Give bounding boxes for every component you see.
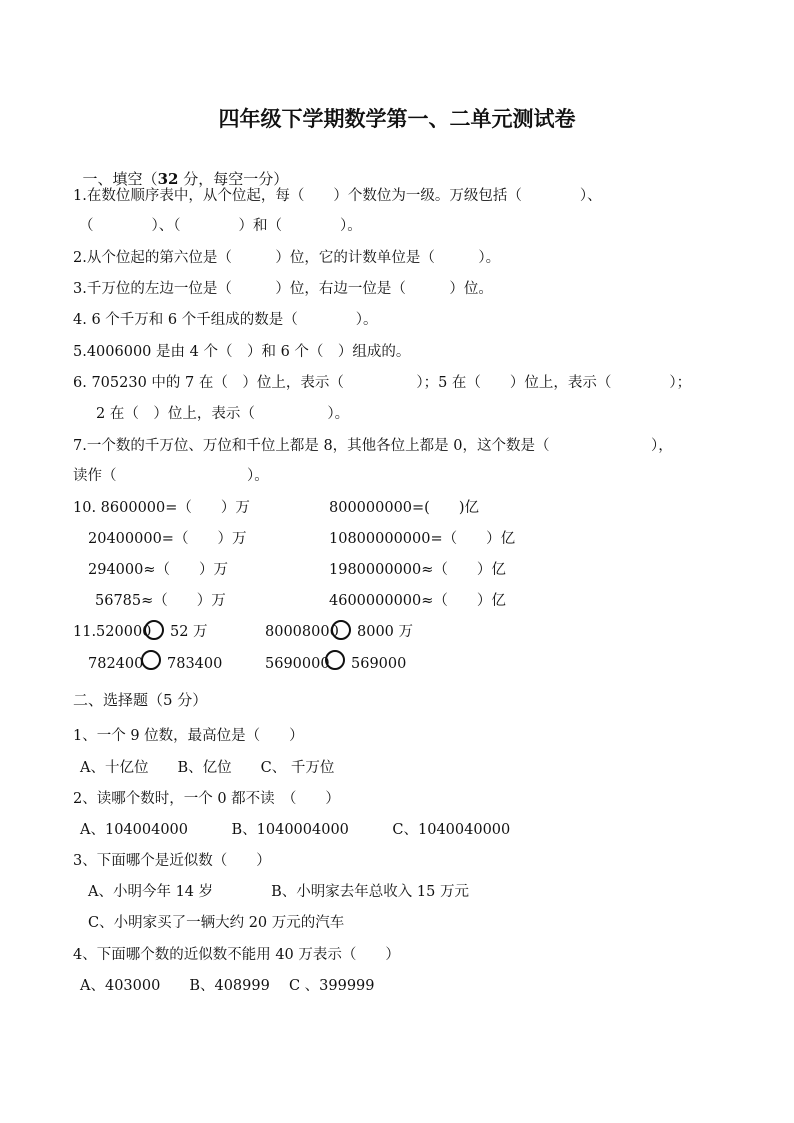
section1-score: 32 bbox=[157, 170, 179, 188]
question-10-row-2-left: 20400000=（ ）万 bbox=[88, 531, 247, 547]
choice-question-3-options-a: A、小明今年 14 岁 B、小明家去年总收入 15 万元 bbox=[88, 884, 469, 900]
section1-heading bbox=[73, 149, 288, 189]
question-10-row-3-right: 1980000000≈（ ）亿 bbox=[329, 562, 506, 578]
question-10-row-1-left: 10. 8600000=（ ）万 bbox=[73, 500, 250, 516]
section1-heading-pre: 一、填空（ bbox=[82, 170, 158, 188]
question-4: 4. 6 个千万和 6 个千组成的数是（ ）。 bbox=[73, 312, 378, 328]
question-5: 5.4006000 是由 4 个（ ）和 6 个（ ）组成的。 bbox=[73, 344, 411, 360]
question-11-row-2-d: 569000 bbox=[351, 656, 407, 672]
question-11-row-2-a: 782400 bbox=[88, 656, 144, 672]
question-7-line-2: 读作（ ）。 bbox=[73, 468, 269, 484]
compare-circle[interactable] bbox=[144, 620, 164, 640]
choice-question-3: 3、下面哪个是近似数（ ） bbox=[73, 853, 271, 869]
question-11-row-1-d: 8000 万 bbox=[357, 624, 414, 640]
question-10-row-1-right: 800000000=( )亿 bbox=[329, 500, 479, 516]
question-10-row-4-left: 56785≈（ ）万 bbox=[95, 593, 226, 609]
question-11-row-1-a: 11.520000 bbox=[73, 624, 152, 640]
choice-question-2-options: A、104004000 B、1040004000 C、1040040000 bbox=[80, 822, 511, 838]
question-10-row-2-right: 10800000000=（ ）亿 bbox=[329, 531, 516, 547]
question-1-line-1: 1.在数位顺序表中，从个位起，每（ ）个数位为一级。万级包括（ ）、 bbox=[73, 188, 602, 204]
choice-question-4: 4、下面哪个数的近似数不能用 40 万表示（ ） bbox=[73, 947, 400, 963]
question-6-line-2: 2 在（ ）位上，表示（ ）。 bbox=[96, 406, 350, 422]
choice-question-1-options: A、十亿位 B、亿位 C、 千万位 bbox=[80, 760, 335, 776]
question-2: 2.从个位起的第六位是（ ）位，它的计数单位是（ ）。 bbox=[73, 250, 501, 266]
page-title: 四年级下学期数学第一、二单元测试卷 bbox=[218, 106, 576, 131]
choice-question-1: 1、一个 9 位数，最高位是（ ） bbox=[73, 728, 304, 744]
question-6-line-1: 6. 705230 中的 7 在（ ）位上，表示（ ）；5 在（ ）位上，表示（ ）； bbox=[73, 375, 692, 391]
compare-circle[interactable] bbox=[325, 650, 345, 670]
question-11-row-2-c: 5690000 bbox=[265, 656, 330, 672]
choice-question-2: 2、读哪个数时，一个 0 都不读 （ ） bbox=[73, 791, 340, 807]
question-7-line-1: 7.一个数的千万位、万位和千位上都是 8，其他各位上都是 0，这个数是（ ）， bbox=[73, 438, 673, 454]
question-11-row-1-b: 52 万 bbox=[170, 624, 208, 640]
question-11-row-1-c: 80008000 bbox=[265, 624, 339, 640]
choice-question-3-options-b: C、小明家买了一辆大约 20 万元的汽车 bbox=[88, 915, 345, 931]
question-11-row-2-b: 783400 bbox=[167, 656, 223, 672]
question-10-row-4-right: 4600000000≈（ ）亿 bbox=[329, 593, 506, 609]
compare-circle[interactable] bbox=[141, 650, 161, 670]
section2-heading: 二、选择题（5 分） bbox=[73, 691, 208, 709]
question-3: 3.千万位的左边一位是（ ）位，右边一位是（ ）位。 bbox=[73, 281, 493, 297]
choice-question-4-options: A、403000 B、408999 C 、399999 bbox=[80, 978, 375, 994]
question-10-row-3-left: 294000≈（ ）万 bbox=[88, 562, 229, 578]
compare-circle[interactable] bbox=[331, 620, 351, 640]
section1-heading-post: 分，每空一分） bbox=[178, 170, 289, 188]
question-1-line-2: （ ）、（ ）和（ ）。 bbox=[79, 218, 362, 234]
